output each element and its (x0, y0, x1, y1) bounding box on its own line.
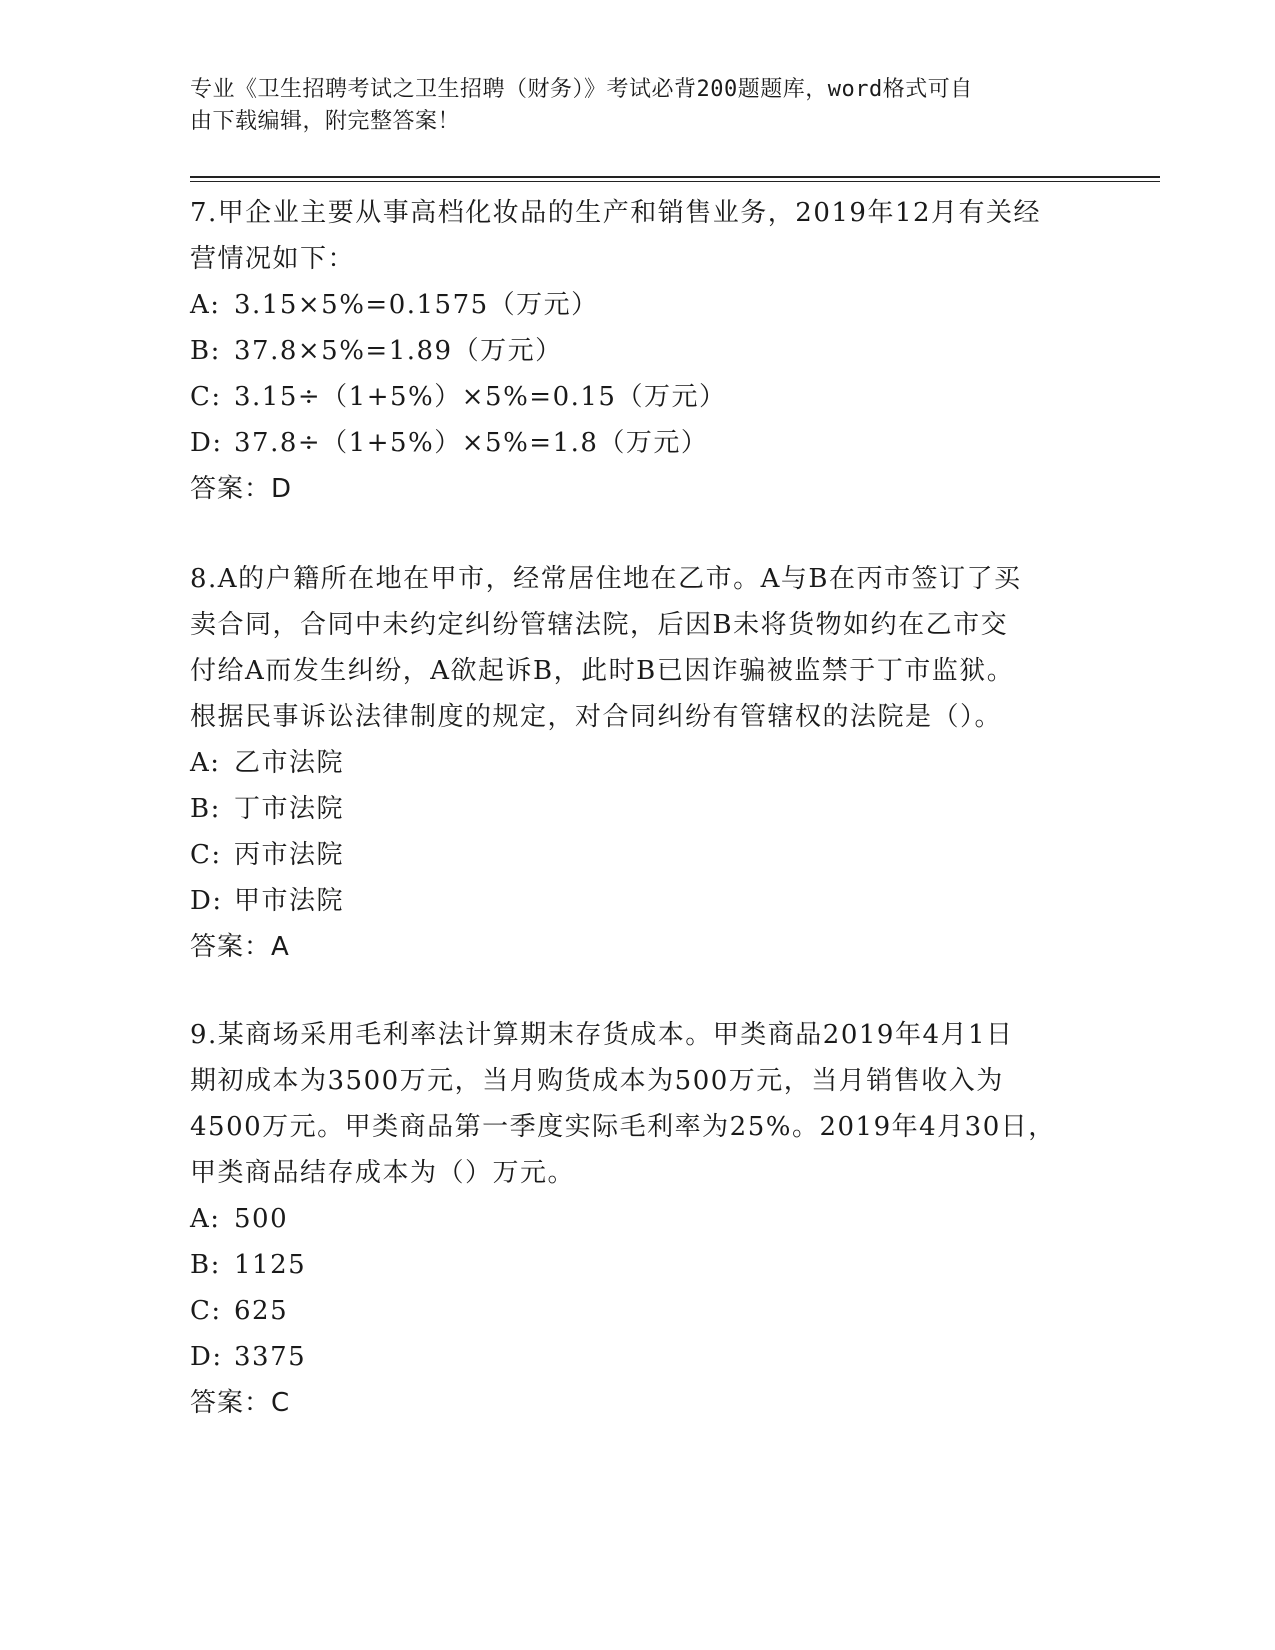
option-a (190, 1196, 1090, 1242)
answer-line: 答案：A (190, 932, 290, 962)
option-text: 625 (234, 1296, 289, 1326)
option-b (190, 328, 1090, 374)
option-letter: D: (190, 428, 223, 458)
option-letter: D: (190, 886, 223, 916)
question-stem: 付给A而发生纠纷，A欲起诉B，此时B已因诈骗被监禁于丁市监狱。 (190, 656, 1015, 686)
option-c (190, 832, 1090, 878)
option-letter: D: (190, 1342, 223, 1372)
option-text: 1125 (234, 1250, 307, 1280)
option-text: 37.8÷（1+5%）×5%=1.8（万元） (234, 428, 709, 458)
option-c (190, 374, 1090, 420)
question-stem: 4500万元。甲类商品第一季度实际毛利率为25%。2019年4月30日， (190, 1112, 1056, 1142)
option-letter: C: (190, 840, 222, 870)
option-text: 37.8×5%=1.89（万元） (234, 336, 563, 366)
option-letter: A: (190, 290, 221, 320)
option-d (190, 420, 1090, 466)
question-stem: 根据民事诉讼法律制度的规定，对合同纠纷有管辖权的法院是（）。 (190, 702, 1003, 732)
option-b (190, 786, 1090, 832)
option-letter: B: (190, 794, 221, 824)
option-text: 乙市法院 (234, 748, 345, 778)
header-divider-thin (190, 181, 1160, 182)
option-a (190, 282, 1090, 328)
option-letter: B: (190, 336, 221, 366)
header-divider (190, 176, 1160, 178)
option-text: 3375 (234, 1342, 307, 1372)
question-stem: 期初成本为3500万元，当月购货成本为500万元，当月销售收入为 (190, 1066, 1004, 1096)
answer-line: 答案：C (190, 1388, 291, 1418)
option-letter: B: (190, 1250, 221, 1280)
option-c (190, 1288, 1090, 1334)
option-text: 500 (234, 1204, 289, 1234)
question-8 (190, 556, 1090, 970)
question-stem: 8.A的户籍所在地在甲市，经常居住地在乙市。A与B在丙市签订了买 (190, 564, 1022, 594)
option-d (190, 878, 1090, 924)
question-9 (190, 1012, 1090, 1426)
option-text: 丁市法院 (234, 794, 345, 824)
option-a (190, 740, 1090, 786)
option-letter: C: (190, 1296, 222, 1326)
document-header (190, 74, 1090, 138)
question-stem: 甲类商品结存成本为（）万元。 (190, 1158, 576, 1188)
option-text: 3.15×5%=0.1575（万元） (234, 290, 599, 320)
option-b (190, 1242, 1090, 1288)
question-stem: 卖合同，合同中未约定纠纷管辖法院，后因B未将货物如约在乙市交 (190, 610, 1009, 640)
question-stem: 7.甲企业主要从事高档化妆品的生产和销售业务，2019年12月有关经 (190, 198, 1042, 228)
option-text: 3.15÷（1+5%）×5%=0.15（万元） (234, 382, 727, 412)
option-text: 甲市法院 (234, 886, 345, 916)
option-d (190, 1334, 1090, 1380)
answer-line: 答案：D (190, 474, 293, 504)
header-line: 专业《卫生招聘考试之卫生招聘（财务）》考试必背200题题库，word格式可自 (190, 77, 973, 102)
question-7 (190, 190, 1090, 512)
option-letter: A: (190, 1204, 221, 1234)
option-letter: C: (190, 382, 222, 412)
header-line: 由下载编辑，附完整答案！ (190, 109, 461, 134)
option-text: 丙市法院 (234, 840, 345, 870)
option-letter: A: (190, 748, 221, 778)
question-stem: 营情况如下： (190, 244, 356, 274)
question-stem: 9.某商场采用毛利率法计算期末存货成本。甲类商品2019年4月1日 (190, 1020, 1014, 1050)
